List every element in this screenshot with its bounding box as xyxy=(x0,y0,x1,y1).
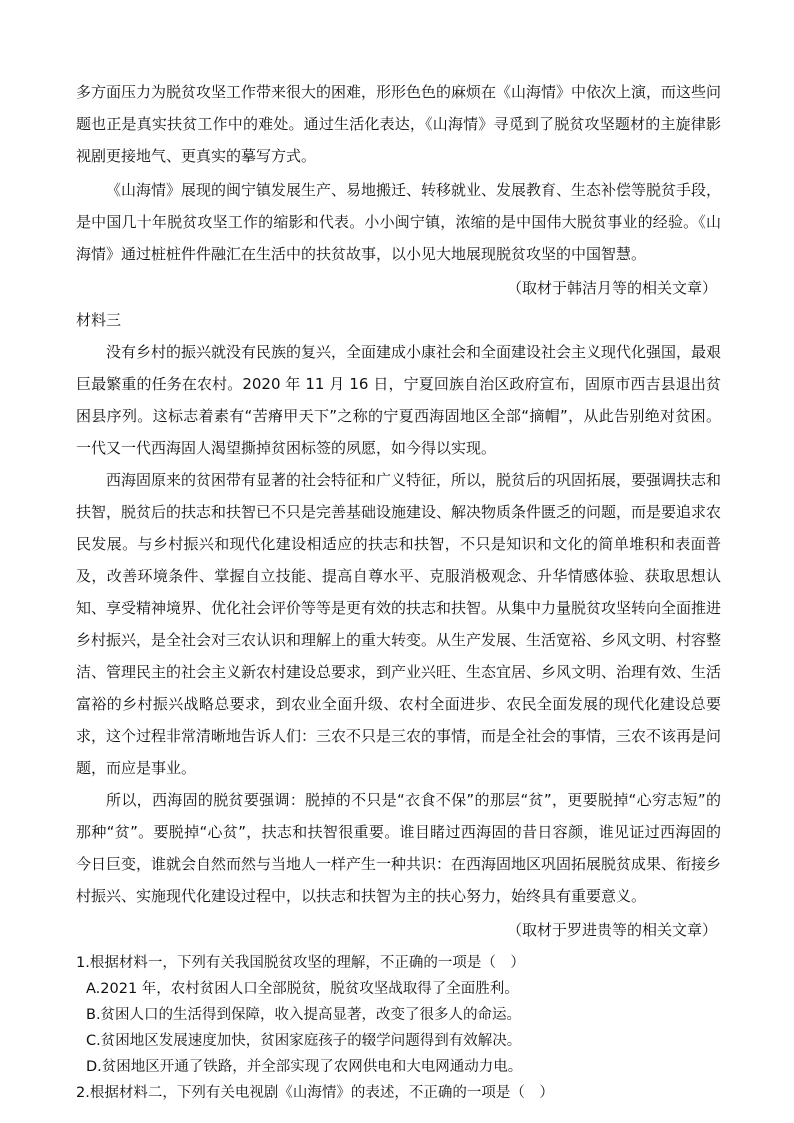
material-3-paragraph-3: 所以，西海固的脱贫要强调：脱掉的不只是“衣食不保”的那层“贫”，更要脱掉“心穷志短”的那种“贫”。要脱掉“心贫”，扶志和扶智很重要。谁目睹过西海固的昔日容颜，谁见证过西海固的今日巨变，谁就会自然而然与当地人一样产生一种共识：在西海固地区巩固拓展脱贫成果、衔接乡村振兴、实施现代化建设过程中，以扶志和扶智为主的扶心努力，始终具有重要意义。 xyxy=(76,791,722,905)
q1-option-c: C.贫困地区发展速度加快，贫困家庭孩子的辍学问题得到有效解决。 xyxy=(86,1033,522,1049)
q1-option-a: A.2021 年，农村贫困人口全部脱贫，脱贫攻坚战取得了全面胜利。 xyxy=(86,981,519,997)
source-citation-3: （取材于罗进贵等的相关文章） xyxy=(506,921,717,939)
paragraph-continued: 多方面压力为脱贫攻坚工作带来很大的困难，形形色色的麻烦在《山海情》中依次上演，而这些问题也正是真实扶贫工作中的难处。通过生活化表达，《山海情》寻觅到了脱贫攻坚题材的主旋律影视剧更接地气、更真实的摹写方式。 xyxy=(76,83,722,165)
document-page xyxy=(76,76,721,1106)
source-citation-2: （取材于韩洁月等的相关文章） xyxy=(506,279,717,297)
question-1: 1.根据材料一，下列有关我国脱贫攻坚的理解，不正确的一项是（ ） xyxy=(76,955,525,971)
material-3-heading: 材料三 xyxy=(76,311,122,329)
material-3-paragraph-2: 西海固原来的贫困带有显著的社会特征和广义特征，所以，脱贫后的巩固拓展，要强调扶志和扶智，脱贫后的扶志和扶智已不只是完善基础设施建设、解决物质条件匮乏的问题，而是要追求农民发展。与乡村振兴和现代化建设相适应的扶志和扶智，不只是知识和文化的简单堆积和表面普及，改善环境条件、掌握自立技能、提高自尊水平、克服消极观念、升华情感体验、获取思想认知、享受精神境界、优化社会评价等等是更有效的扶志和扶智。从集中力量脱贫攻坚转向全面推进乡村振兴，是全社会对三农认识和理解上的重大转变。从生产发展、生活宽裕、乡风文明、村容整洁、管理民主的社会主义新农村建设总要求，到产业兴旺、生态宜居、乡风文明、治理有效、生活富裕的乡村振兴战略总要求，到农业全面升级、农村全面进步、农民全面发展的现代化建设总要求，这个过程非常清晰地告诉人们：三农不只是三农的事情，而是全社会的事情，三农不该再是问题，而应是事业。 xyxy=(76,471,722,777)
paragraph-shanhaiqing: 《山海情》展现的闽宁镇发展生产、易地搬迁、转移就业、发展教育、生态补偿等脱贫手段，是中国几十年脱贫攻坚工作的缩影和代表。小小闽宁镇，浓缩的是中国伟大脱贫事业的经验。《山海情》通过桩桩件件融汇在生活中的扶贫故事，以小见大地展现脱贫攻坚的中国智慧。 xyxy=(76,181,722,263)
q1-option-d: D.贫困地区开通了铁路，并全部实现了农网供电和大电网通动力电。 xyxy=(86,1059,523,1075)
material-3-paragraph-1: 没有乡村的振兴就没有民族的复兴，全面建成小康社会和全面建设社会主义现代化强国，最艰巨最繁重的任务在农村。2020 年 11 月 16 日，宁夏回族自治区政府宣布，固原市西吉县退出贫困县序列。这标志着素有“苦瘠甲天下”之称的宁夏西海固地区全部“摘帽”，从此告别绝对贫困。一代又一代西海固人渴望撕掉贫困标签的夙愿，如今得以实现。 xyxy=(76,343,722,457)
question-2: 2.根据材料二，下列有关电视剧《山海情》的表述，不正确的一项是（ ） xyxy=(76,1085,554,1101)
q1-option-b: B.贫困人口的生活得到保障，收入提高显著，改变了很多人的命运。 xyxy=(86,1007,522,1023)
